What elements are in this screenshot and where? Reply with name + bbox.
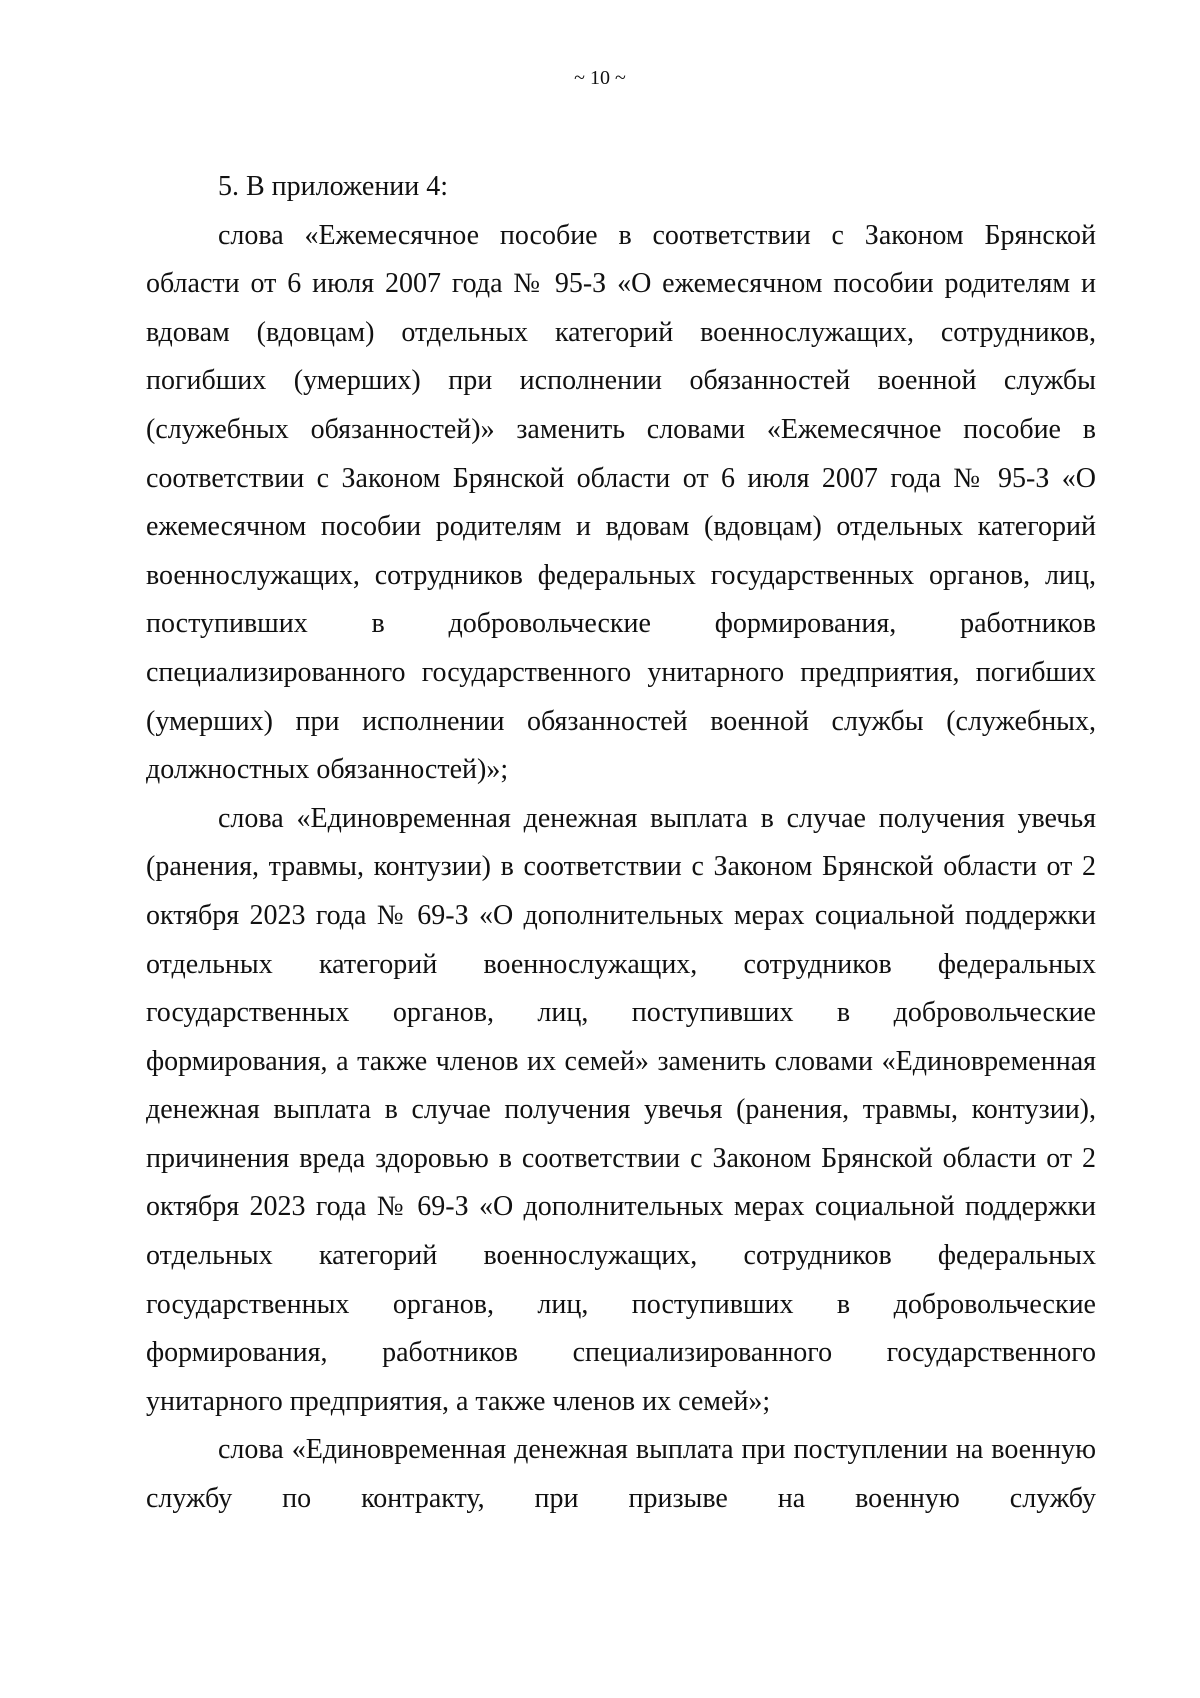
paragraph-2: слова «Единовременная денежная выплата в случае получения увечья (ранения, травмы, контузии) в соответствии с Законом Брянской области от 2 октября 2023 года № 69-З «О дополнительных мерах социальной поддержки отдельных категорий военнослужащих, сотрудников федеральных государственных органов, лиц, поступивших в добровольческие формирования, а также членов их семей» заменить словами «Единовременная денежная выплата в случае получения увечья (ранения, травмы, контузии), причинения вреда здоровью в соответствии с Законом Брянской области от 2 октября 2023 года № 69-З «О дополнительных мерах социальной поддержки отдельных категорий военнослужащих, сотрудников федеральных государственных органов, лиц, поступивших в добровольческие формирования, работников специализированного государственного унитарного предприятия, а также членов их семей»;	[146, 802, 1096, 1417]
paragraph-1: слова «Ежемесячное пособие в соответствии с Законом Брянской области от 6 июля 2007 года № 95-З «О ежемесячном пособии родителям и вдовам (вдовцам) отдельных категорий военнослужащих, сотрудников, погибших (умерших) при исполнении обязанностей военной службы (служебных обязанностей)» заменить словами «Ежемесячное пособие в соответствии с Законом Брянской области от 6 июля 2007 года № 95-З «О ежемесячном пособии родителям и вдовам (вдовцам) отдельных категорий военнослужащих, сотрудников федеральных государственных органов, лиц, поступивших в добровольческие формирования, работников специализированного государственного унитарного предприятия, погибших (умерших) при исполнении обязанностей военной службы (служебных, должностных обязанностей)»;	[146, 219, 1096, 786]
section-heading: 5. В приложении 4:	[218, 171, 449, 202]
page-number: ~ 10 ~	[574, 67, 626, 89]
document-body	[146, 163, 1096, 1524]
paragraph-3: слова «Единовременная денежная выплата при поступлении на военную службу по контракту, при призыве на военную службу	[146, 1434, 1096, 1515]
